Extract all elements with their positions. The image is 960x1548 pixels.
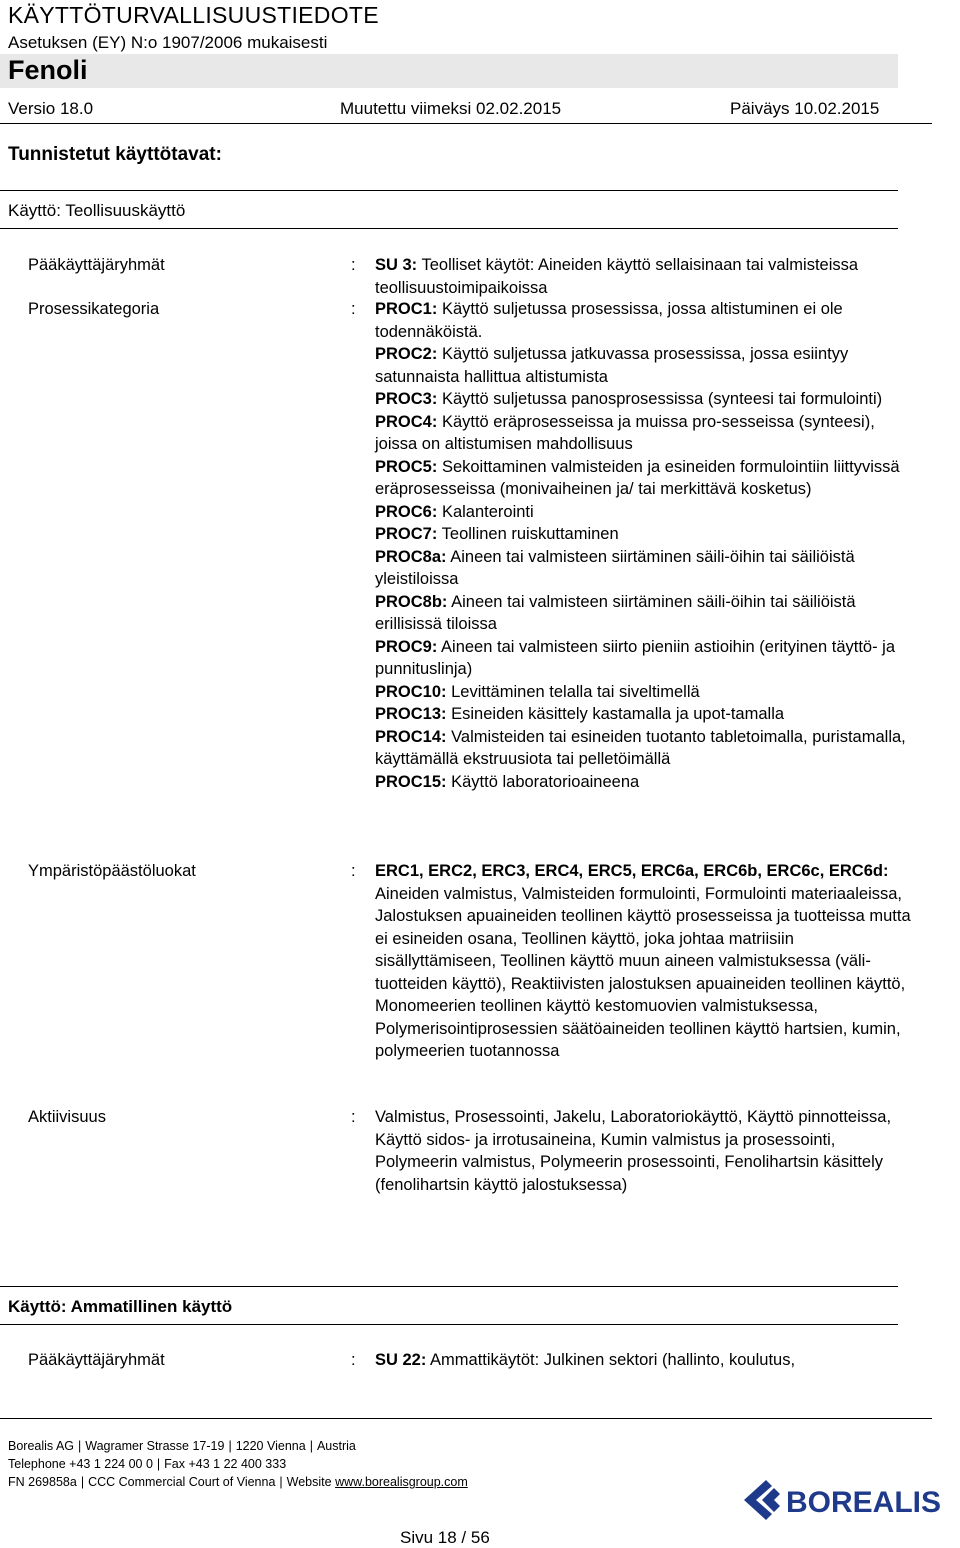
list-item [375, 771, 915, 794]
category-code: PROC3: [375, 390, 438, 408]
list-item [375, 726, 915, 771]
list-item [375, 254, 915, 299]
list-item [375, 298, 915, 343]
category-code: PROC4: [375, 412, 438, 431]
field-value [375, 860, 915, 1063]
category-code: SU 22: [375, 1351, 427, 1369]
telephone: Telephone +43 1 224 00 0 [8, 1457, 153, 1471]
category-description: Esineiden käsittely kastamalla ja upot-tamalla [451, 705, 785, 723]
divider [0, 1324, 898, 1325]
category-description: Levittäminen telalla tai siveltimellä [451, 682, 700, 701]
issue-date: Päiväys 10.02.2015 [730, 99, 880, 118]
category-code: PROC6: [375, 502, 438, 521]
field-value [375, 1349, 915, 1372]
street-address: Wagramer Strasse 17-19 [85, 1439, 225, 1453]
website-link[interactable]: www.borealisgroup.com [335, 1475, 468, 1489]
category-code: SU 3: [375, 256, 418, 274]
category-description: Aineen tai valmisteen siirtäminen säili-öihin tai säiliöistä yleistiloissa [375, 547, 855, 588]
footer-line-2: Telephone +43 1 224 00 0 | Fax +43 1 22 400 333 [8, 1457, 287, 1471]
category-code: PROC10: [375, 682, 447, 701]
list-item [375, 411, 915, 456]
document-title: KÄYTTÖTURVALLISUUSTIEDOTE [8, 2, 379, 28]
category-description: Käyttö laboratorioaineena [451, 772, 640, 791]
list-item [375, 501, 915, 524]
list-item [375, 343, 915, 388]
borealis-logo [738, 1474, 956, 1526]
category-description: Käyttö suljetussa prosessissa, jossa altistuminen ei ole todennäköistä. [375, 300, 843, 341]
category-description: Sekoittaminen valmisteiden ja esineiden formulointiin liittyvissä eräprosesseissa (monivaiheinen ja/ tai merkittävä kosketus) [375, 457, 900, 498]
field-label: Pääkäyttäjäryhmät [28, 256, 165, 274]
list-item [375, 591, 915, 636]
page-number: Sivu 18 / 56 [400, 1528, 490, 1547]
divider [0, 190, 898, 191]
field-value [375, 1106, 915, 1196]
field-value [375, 254, 915, 299]
field-separator: : [351, 1351, 356, 1369]
fax: Fax +43 1 22 400 333 [164, 1457, 287, 1471]
category-description: Käyttö suljetussa panosprosessissa (synteesi tai formulointi) [441, 390, 883, 408]
category-code: PROC9: [375, 637, 438, 656]
category-description: Aineiden valmistus, Valmisteiden formulointi, Formulointi materiaaleissa, Jalostuksen apuaineiden teollinen käyttö prosesseissa ja tuotteissa mutta ei esineiden osana, Teollinen käyttö, joka johtaa matriisiin sisällyttämiseen, Teollinen käyttö muun aineen valmistuksessa (väli-tuotteiden käyttö), Reaktiivisten jalostuksen apuaineiden teollinen käyttö, Monomeerien teollinen käyttö kestomuovien valmistuksessa, Polymerisointiprosessien säätöaineiden teollinen käyttö hartsien, kumin, polymeerien tuotannossa [375, 884, 911, 1060]
commercial-court: CCC Commercial Court of Vienna [88, 1475, 276, 1489]
regulation-reference: Asetuksen (EY) N:o 1907/2006 mukaisesti [8, 33, 328, 52]
category-description: Käyttö eräprosesseissa ja muissa pro-sesseissa (synteesi), joissa on altistumisen mahdollisuus [375, 412, 875, 453]
list-item [375, 703, 915, 726]
use-heading-professional: Käyttö: Ammatillinen käyttö [8, 1297, 233, 1316]
category-description: Teollinen ruiskuttaminen [441, 525, 619, 543]
field-separator: : [351, 862, 356, 880]
field-separator: : [351, 1108, 356, 1126]
category-description: Ammattikäytöt: Julkinen sektori (hallinto, koulutus, [430, 1351, 796, 1369]
category-description: Kalanterointi [441, 502, 534, 521]
list-item [375, 681, 915, 704]
list-item [375, 860, 915, 1063]
list-item [375, 388, 915, 411]
logo-mark-icon [744, 1480, 780, 1520]
use-heading-industrial: Käyttö: Teollisuuskäyttö [8, 201, 186, 220]
version-row [0, 97, 932, 124]
category-description: Valmisteiden tai esineiden tuotanto tabletoimalla, puristamalla, käyttämällä ekstruusiota tai pelletöimällä [375, 727, 906, 768]
list-item [375, 546, 915, 591]
category-code: PROC8a: [375, 547, 447, 566]
list-item [375, 1349, 915, 1372]
registration-number: FN 269858a [8, 1475, 77, 1489]
divider [0, 1286, 898, 1287]
footer [8, 1437, 468, 1491]
list-item [375, 523, 915, 546]
country: Austria [316, 1439, 356, 1453]
website-label: Website [286, 1475, 332, 1489]
category-code: PROC8b: [375, 592, 448, 611]
footer-divider [0, 1418, 932, 1419]
product-name: Fenoli [8, 55, 88, 85]
product-bar [0, 54, 898, 88]
footer-line-1: Borealis AG | Wagramer Strasse 17-19 | 1220 Vienna | Austria [8, 1439, 356, 1453]
category-description: Käyttö suljetussa jatkuvassa prosessissa, jossa esiintyy satunnaista hallittua altistumista [375, 345, 849, 386]
list-item [375, 456, 915, 501]
category-code: PROC13: [375, 705, 447, 723]
category-description: Valmistus, Prosessointi, Jakelu, Laboratoriokäyttö, Käyttö pinnotteissa, Käyttö sidos- ja irrotusaineina, Kumin valmistus ja prosessointi, Polymeerin valmistus, Polymeerin prosessointi, Fenolihartsin käsittely (fenolihartsin käyttö jalostuksessa) [375, 1108, 892, 1194]
company-name: Borealis AG [8, 1439, 75, 1453]
field-value [375, 298, 915, 793]
category-code: PROC15: [375, 772, 447, 791]
last-modified: Muutettu viimeksi 02.02.2015 [340, 99, 562, 118]
field-separator: : [351, 256, 356, 274]
field-label: Prosessikategoria [28, 300, 160, 318]
divider [0, 228, 898, 229]
category-code: PROC2: [375, 345, 438, 363]
category-code: PROC14: [375, 727, 447, 746]
category-code: PROC5: [375, 457, 438, 476]
category-description: Aineen tai valmisteen siirto pieniin astioihin (erityinen täyttö- ja punnituslinja) [375, 637, 896, 678]
field-label: Aktiivisuus [28, 1108, 106, 1126]
category-description: Teolliset käytöt: Aineiden käyttö sellaisinaan tai valmisteissa teollisuustoimipaikoissa [375, 256, 859, 297]
section-heading: Tunnistetut käyttötavat: [8, 144, 222, 165]
category-code: PROC7: [375, 525, 438, 543]
svg-text:BOREALIS: BOREALIS [786, 1486, 942, 1519]
category-code: ERC1, ERC2, ERC3, ERC4, ERC5, ERC6a, ERC6b, ERC6c, ERC6d: [375, 862, 889, 880]
list-item [375, 636, 915, 681]
city: 1220 Vienna [235, 1439, 306, 1453]
field-label: Ympäristöpäästöluokat [28, 862, 196, 880]
field-label: Pääkäyttäjäryhmät [28, 1351, 165, 1369]
category-code: PROC1: [375, 300, 438, 318]
list-item [375, 1106, 915, 1196]
field-separator: : [351, 300, 356, 318]
version: Versio 18.0 [8, 99, 94, 118]
footer-line-3: FN 269858a | CCC Commercial Court of Vienna | Website www.borealisgroup.com [8, 1475, 468, 1489]
category-description: Aineen tai valmisteen siirtäminen säili-öihin tai säiliöistä erillisissä tiloissa [375, 592, 856, 633]
